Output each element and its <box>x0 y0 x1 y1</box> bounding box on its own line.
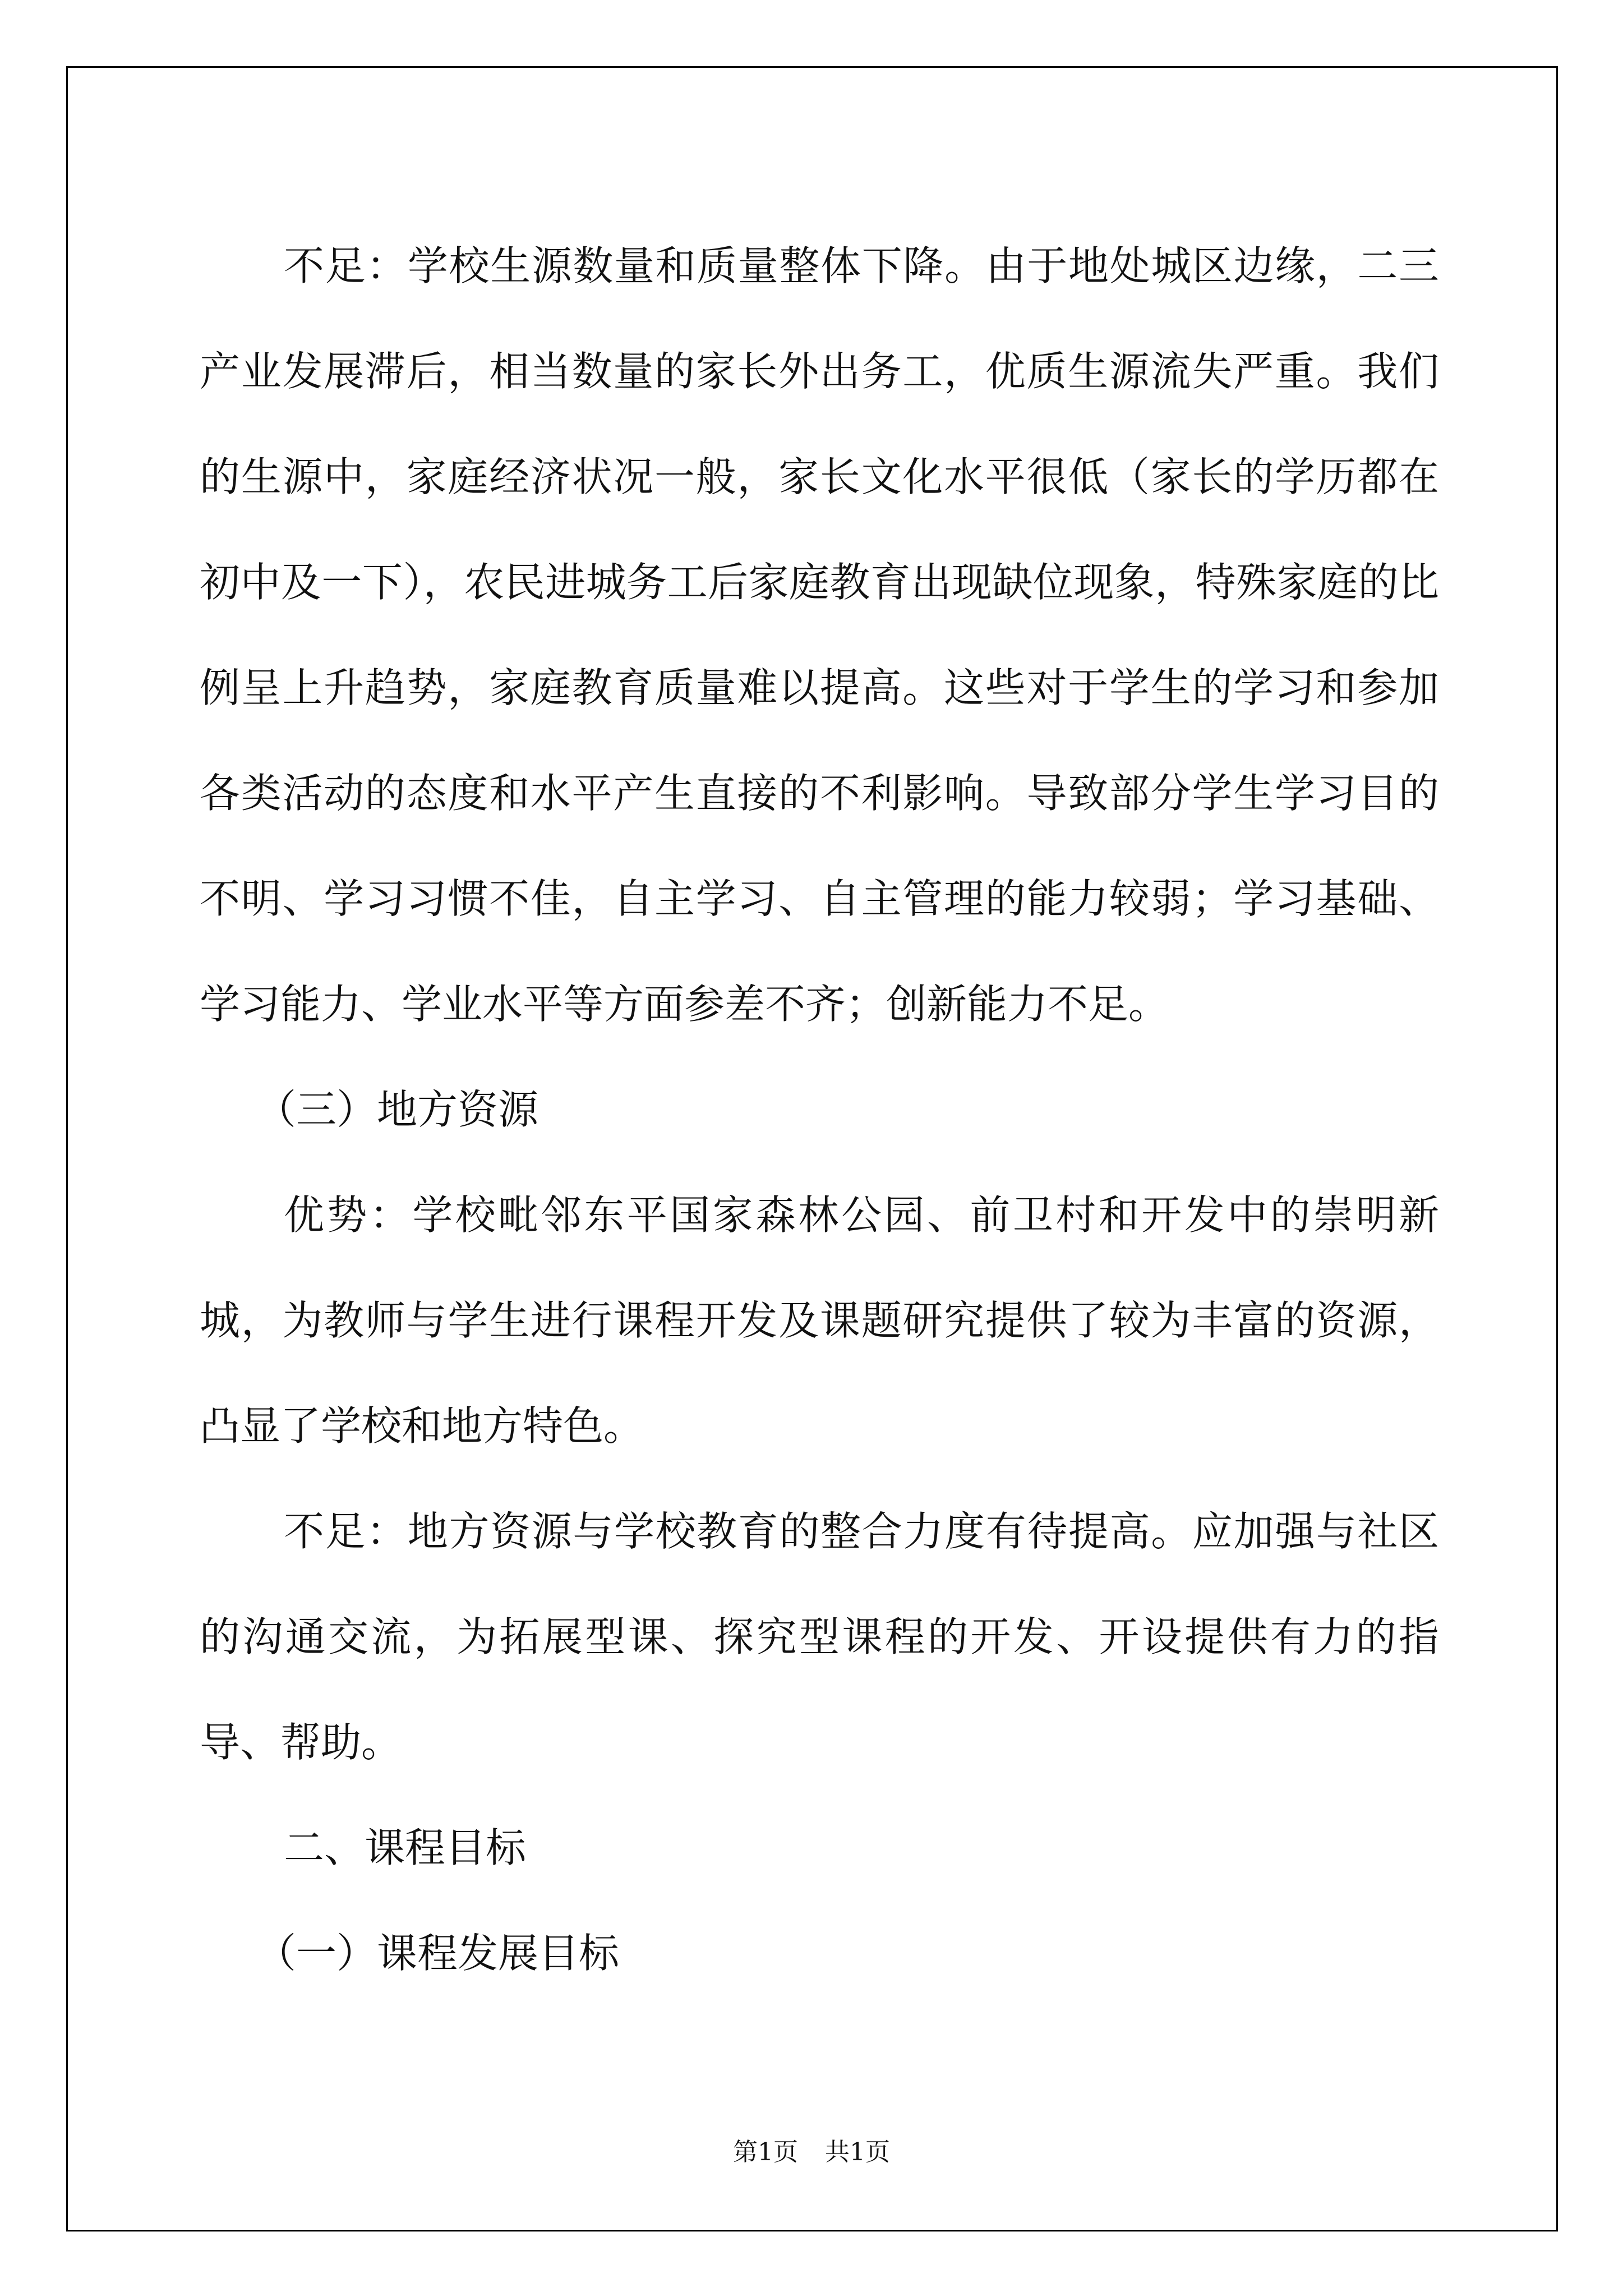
section-heading-local-resources: （三）地方资源 <box>256 1086 539 1133</box>
section-heading-course-goals: 二、课程目标 <box>284 1824 527 1871</box>
page-number: 第1页 <box>733 2138 798 2166</box>
subsection-heading-development-goals: （一）课程发展目标 <box>256 1930 620 1977</box>
document-body <box>200 213 1439 2006</box>
paragraph-shortcomings-students: 不足：学校生源数量和质量整体下降。由于地处城区边缘，二三产业发展滞后，相当数量的家长外出务工，优质生源流失严重。我们的生源中，家庭经济状况一般，家长文化水平很低（家长的学历都在初中及一下），农民进城务工后家庭教育出现缺位现象，特殊家庭的比例呈上升趋势，家庭教育质量难以提高。这些对于学生的学习和参加各类活动的态度和水平产生直接的不利影响。导致部分学生学习目的不明、学习习惯不佳，自主学习、自主管理的能力较弱；学习基础、学习能力、学业水平等方面参差不齐；创新能力不足。 <box>200 242 1439 1028</box>
page-total: 共1页 <box>825 2138 890 2166</box>
paragraph-shortcomings-local: 不足：地方资源与学校教育的整合力度有待提高。应加强与社区的沟通交流，为拓展型课、探究型课程的开发、开设提供有力的指导、帮助。 <box>200 1508 1439 1766</box>
paragraph-advantages-local: 优势：学校毗邻东平国家森林公园、前卫村和开发中的崇明新城，为教师与学生进行课程开发及课题研究提供了较为丰富的资源，凸显了学校和地方特色。 <box>200 1191 1439 1450</box>
page-footer <box>0 2132 1623 2168</box>
